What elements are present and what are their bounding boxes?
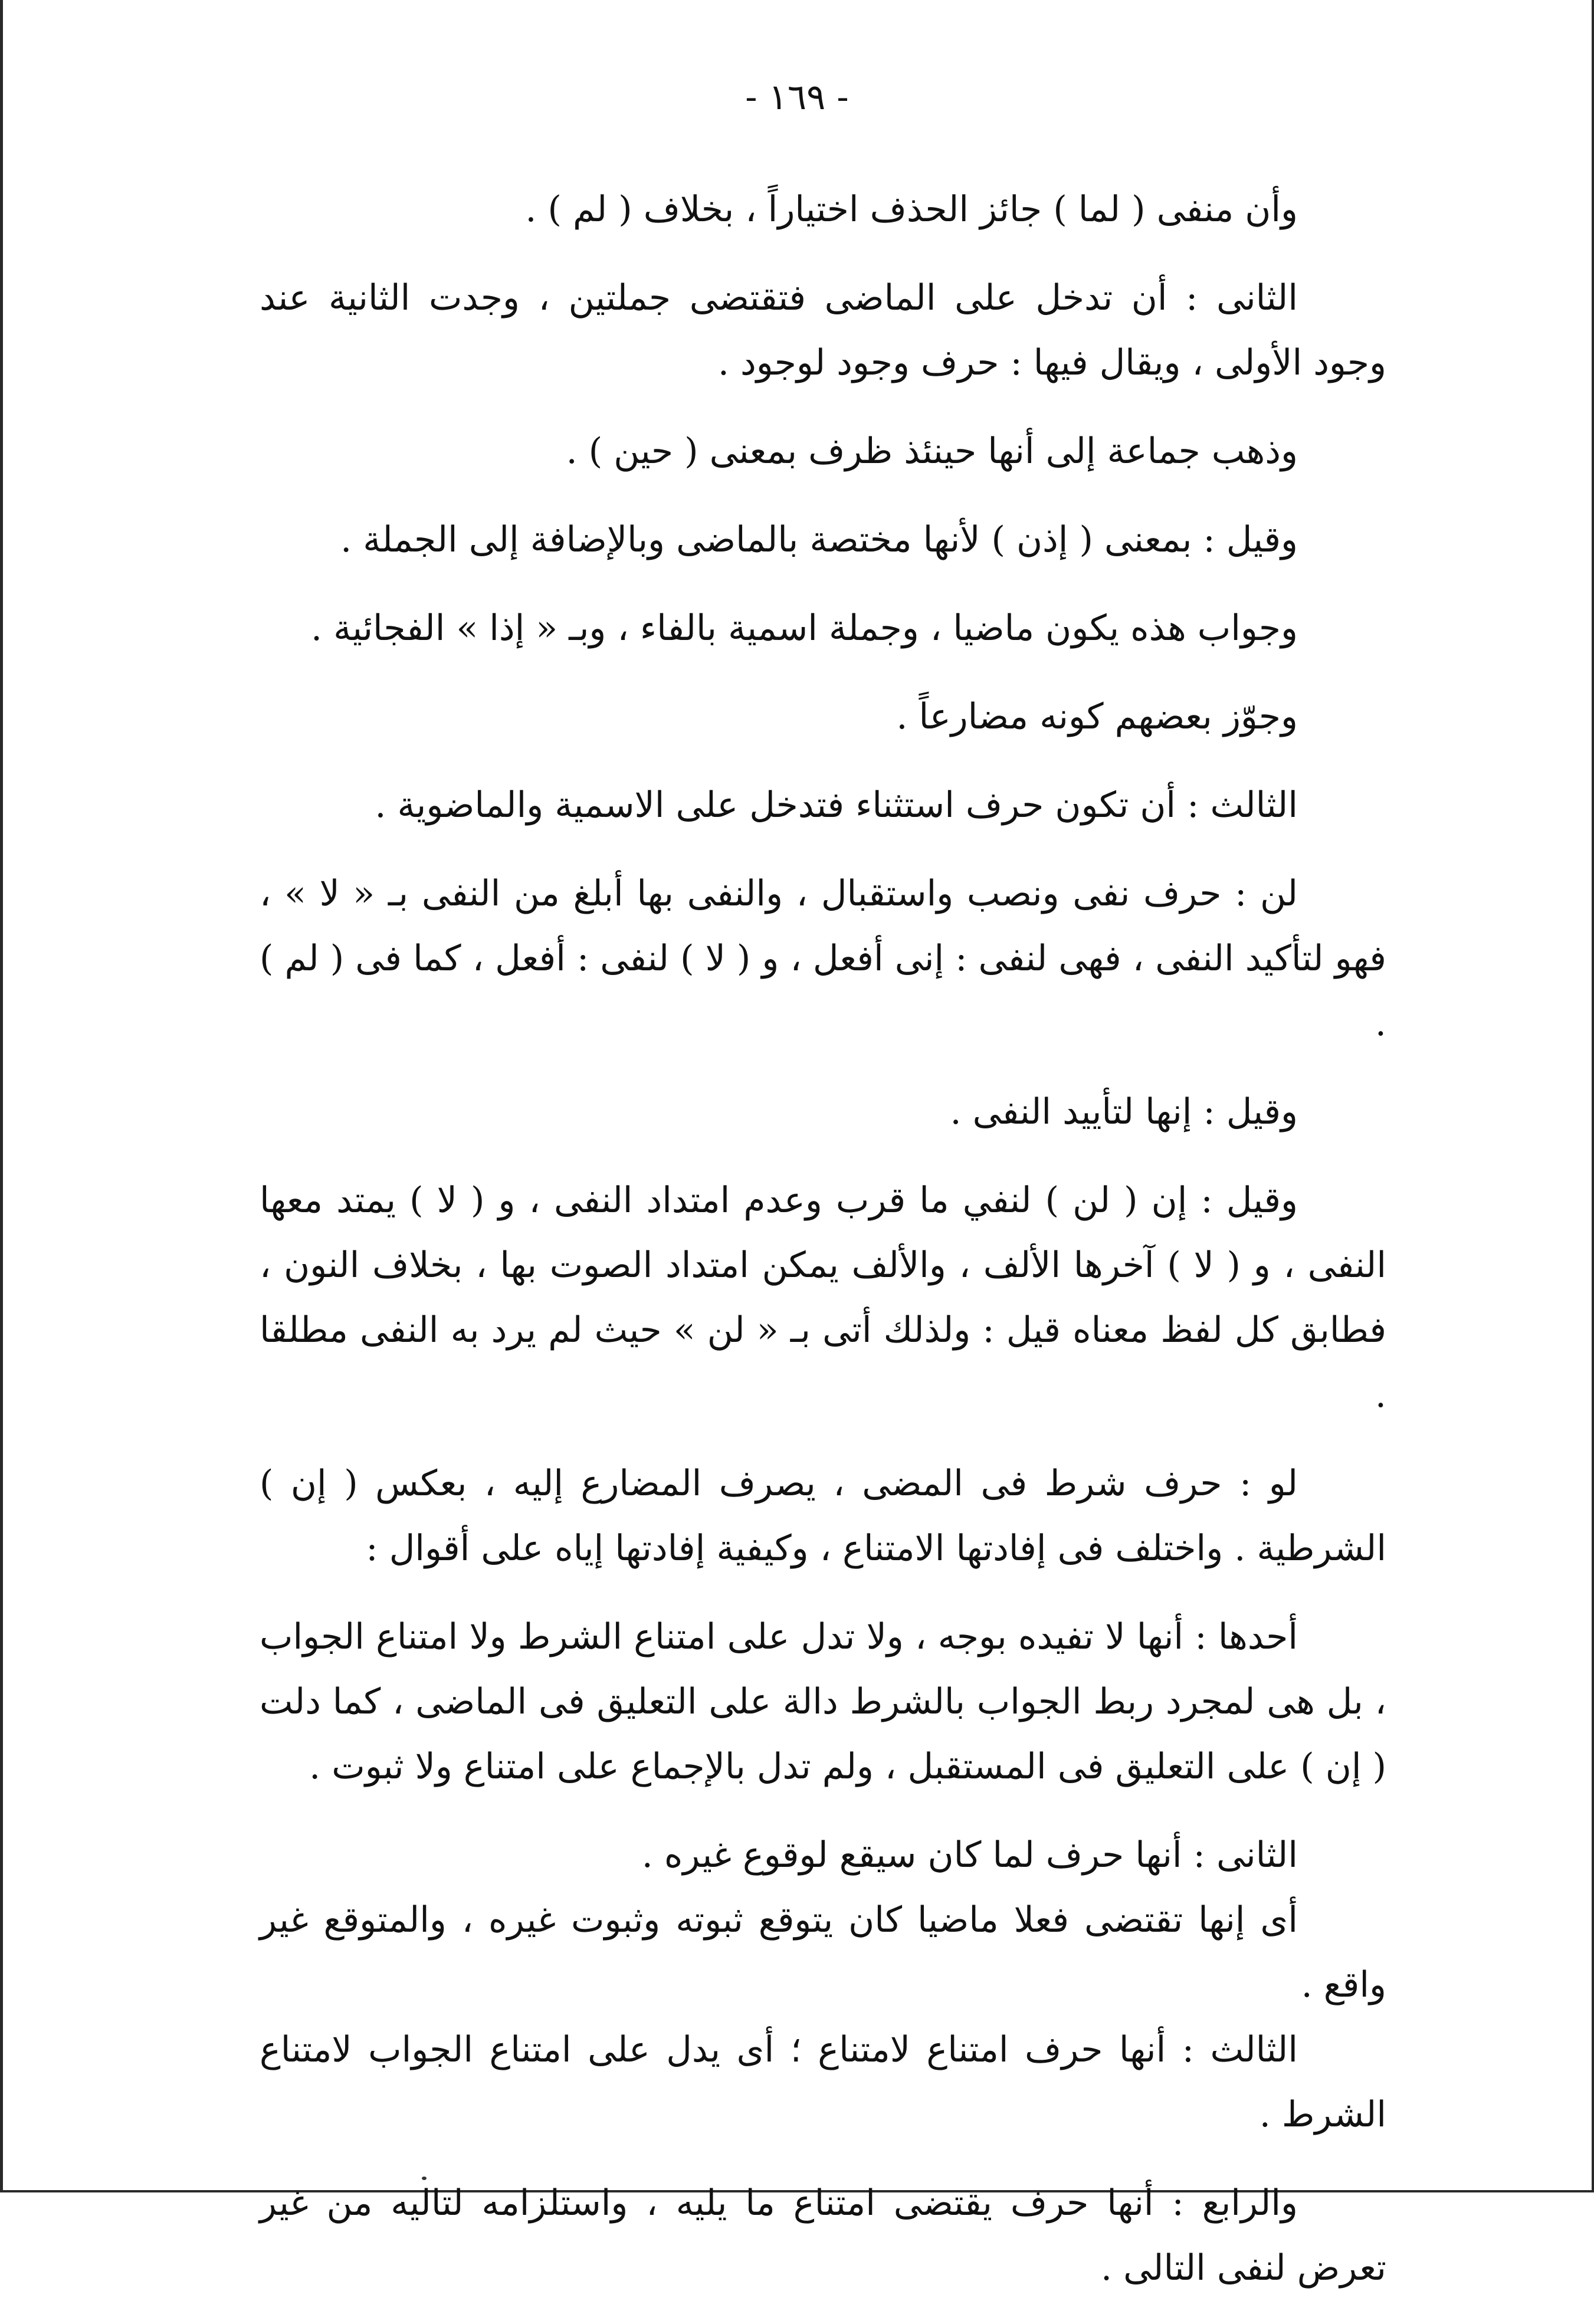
paragraph-mudari: وجوّز بعضهم كونه مضارعاً . (896, 696, 1298, 737)
scan-edge-right (1592, 0, 1594, 2192)
paragraph-lan-vs-la: وقيل : إن ( لن ) لنفي ما قرب وعدم امتداد النفى ، و ( لا ) يمتد معها النفى ، و ( لا ) آخرها الألف ، والألف يمكن امتداد الصوت بها ، بخلاف النون ، فطابق كل لفظ معناه قيل : ولذلك أتى بـ « لن » حيث لم يرد به النفى مطلقا . (260, 1180, 1386, 1416)
paragraph-second-use: الثانى : أن تدخل على الماضى فتقتضى جملتين ، وجدت الثانية عند وجود الأولى ، ويقال فيها : حرف وجود لوجود . (260, 277, 1386, 383)
paragraph-lamma-negation: وأن منفى ( لما ) جائز الحذف اختياراً ، بخلاف ( لم ) . (525, 189, 1298, 230)
paragraph-law-third-opinion: الثالث : أنها حرف امتناع لامتناع ؛ أى يدل على امتناع الجواب لامتناع الشرط . (260, 2029, 1386, 2135)
scan-edge-left (0, 0, 3, 2192)
paragraph-idhan-meaning: وقيل : بمعنى ( إذن ) لأنها مختصة بالماضى وبالإضافة إلى الجملة . (340, 519, 1298, 560)
scan-speck (422, 2177, 427, 2180)
page-body (260, 177, 1386, 2324)
paragraph-law-first-opinion: أحدها : أنها لا تفيده بوجه ، ولا تدل على امتناع الشرط ولا امتناع الجواب ، بل هى لمجرد ربط الجواب بالشرط دالة على التعليق فى الماضى ، كما دلت ( إن ) على التعليق فى المستقبل ، ولم تدل بالإجماع على امتناع ولا ثبوت . (260, 1616, 1386, 1787)
paragraph-hin-meaning: وذهب جماعة إلى أنها حينئذ ظرف بمعنى ( حين ) . (566, 431, 1298, 472)
paragraph-law-definition: لو : حرف شرط فى المضى ، يصرف المضارع إليه ، بعكس ( إن ) الشرطية . واختلف فى إفادتها الامتناع ، وكيفية إفادتها إياه على أقوال : (260, 1463, 1386, 1569)
page-number: - ١٦٩ - (745, 77, 849, 118)
paragraph-law-fourth-opinion: والرابع : أنها حرف يقتضى امتناع ما يليه ، واستلزامه لتاليه من غير تعرض لنفى التالى . (260, 2182, 1386, 2289)
paragraph-law-explanation: أى إنها تقتضى فعلا ماضيا كان يتوقع ثبوته وثبوت غيره ، والمتوقع غير واقع . (260, 1899, 1386, 2005)
paragraph-answer: وجواب هذه يكون ماضيا ، وجملة اسمية بالفاء ، وبـ « إذا » الفجائية . (310, 608, 1298, 649)
paragraph-third-use: الثالث : أن تكون حرف استثناء فتدخل على الاسمية والماضوية . (375, 784, 1298, 826)
paragraph-law-second-opinion: الثانى : أنها حرف لما كان سيقع لوقوع غيره . (641, 1834, 1298, 1876)
paragraph-lan-definition: لن : حرف نفى ونصب واستقبال ، والنفى بها أبلغ من النفى بـ « لا » ، فهو لتأكيد النفى ، فهى لنفى : إنى أفعل ، و ( لا ) لنفى : أفعل ، كما فى ( لم ) . (260, 873, 1386, 1044)
paragraph-lan-tayid: وقيل : إنها لتأييد النفى . (950, 1091, 1298, 1133)
